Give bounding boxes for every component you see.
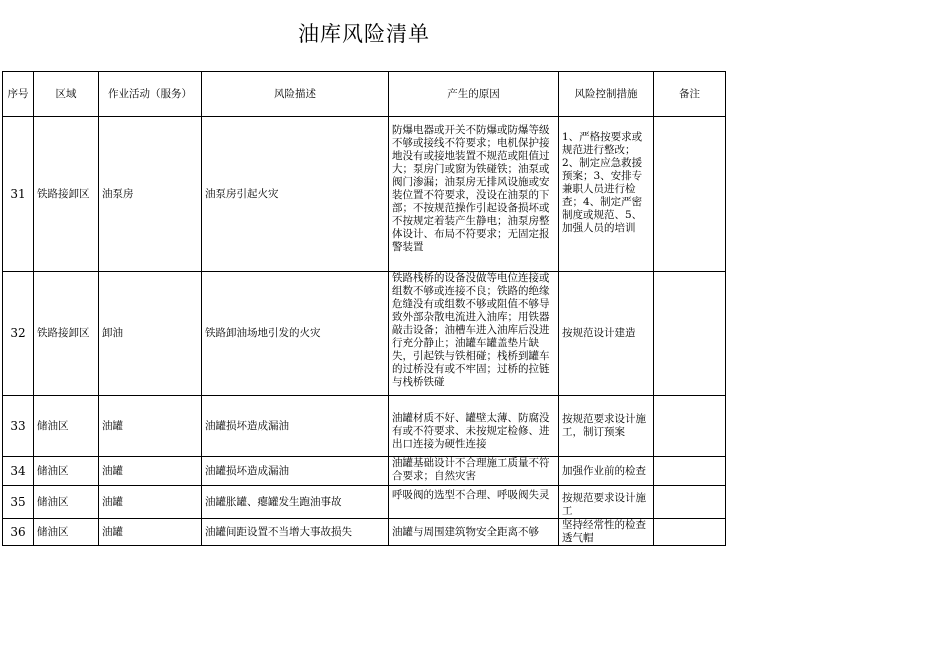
row-remark (654, 396, 726, 457)
row-risk: 铁路卸油场地引发的火灾 (202, 272, 389, 396)
table-row (3, 486, 726, 519)
row-control-cell (559, 519, 654, 546)
row-cause-cell (389, 486, 559, 519)
row-control-cell (559, 117, 654, 272)
row-risk: 油罐间距设置不当增大事故损失 (202, 519, 389, 546)
header-seq: 序号 (3, 72, 34, 117)
row-control: 加强作业前的检查 (559, 457, 654, 486)
row-activity: 油罐 (99, 519, 202, 546)
row-seq: 33 (3, 396, 34, 457)
header-remark: 备注 (654, 72, 726, 117)
risk-table (2, 71, 726, 546)
table-row (3, 272, 726, 396)
header-control: 风险控制措施 (559, 72, 654, 117)
row-cause-cell (389, 396, 559, 457)
row-control-cell (559, 486, 654, 519)
row-risk: 油罐胀罐、瘪罐发生跑油事故 (202, 486, 389, 519)
row-risk: 油罐损坏造成漏油 (202, 396, 389, 457)
row-control: 坚持经常性的检查透气帽 (562, 519, 646, 544)
row-cause: 油罐基础设计不合理施工质量不符合要求；自然灾害 (392, 457, 550, 482)
row-seq: 31 (3, 117, 34, 272)
row-area: 储油区 (34, 457, 99, 486)
row-area: 铁路接卸区 (34, 117, 99, 272)
row-cause: 油罐材质不好、罐壁太薄、防腐没有或不符要求、未按规定检修、进出口连接为硬性连接 (392, 411, 550, 450)
row-cause: 防爆电器或开关不防爆或防爆等级不够或接线不符要求；电机保护接地没有或接地装置不规范或阻值过大；泵房门或窗为铁碰铁；油泵或阀门渗漏；油泵房无排风设施或安装位置不符要求，没设在油泵的下部；不按规范操作引起设备损坏或不按规定着装产生静电；油泵房整体设计、布局不符要求；无固定报警装置 (392, 124, 550, 253)
row-area: 储油区 (34, 519, 99, 546)
row-cause: 呼吸阀的选型不合理、呼吸阀失灵 (392, 489, 550, 501)
table-row (3, 117, 726, 272)
row-cause-cell (389, 457, 559, 486)
row-cause-cell (389, 272, 559, 396)
row-activity: 油罐 (99, 486, 202, 519)
row-risk: 油泵房引起火灾 (202, 117, 389, 272)
row-control: 按规范要求设计施工，制订预案 (559, 396, 654, 457)
row-cause: 铁路栈桥的设备没做等电位连接或组数不够或连接不良；铁路的绝缘危缝没有或组数不够或阻值不够导致外部杂散电流进入油库；用铁器敲击设备；油槽车进入油库后没进行充分静止；油罐车罐盖垫片缺失，引起铁与铁相碰；栈桥到罐车的过桥没有或不牢固；过桥的拉链与栈桥铁碰 (392, 272, 550, 388)
table-row (3, 396, 726, 457)
header-risk: 风险描述 (202, 72, 389, 117)
table-header-row (3, 72, 726, 117)
row-remark (654, 117, 726, 272)
row-area: 储油区 (34, 486, 99, 519)
row-activity: 油泵房 (99, 117, 202, 272)
row-area: 储油区 (34, 396, 99, 457)
row-seq: 32 (3, 272, 34, 396)
row-cause-cell (389, 117, 559, 272)
table-row (3, 519, 726, 546)
row-activity: 油罐 (99, 457, 202, 486)
header-cause: 产生的原因 (389, 72, 559, 117)
row-cause: 油罐与周围建筑物安全距离不够 (389, 519, 559, 546)
row-remark (654, 272, 726, 396)
table-row (3, 457, 726, 486)
header-activity: 作业活动（服务） (99, 72, 202, 117)
row-activity: 油罐 (99, 396, 202, 457)
row-activity: 卸油 (99, 272, 202, 396)
row-area: 铁路接卸区 (34, 272, 99, 396)
row-control: 按规范设计建造 (559, 272, 654, 396)
row-control: 按规范要求设计施工 (562, 492, 646, 517)
row-remark (654, 457, 726, 486)
row-remark (654, 486, 726, 519)
row-seq: 34 (3, 457, 34, 486)
row-control: 1、严格按要求或规范进行整改；2、制定应急救援预案；3、安排专兼职人员进行检查；4、制定严密制度或规范、5、加强人员的培训 (562, 131, 643, 234)
row-seq: 35 (3, 486, 34, 519)
page-title: 油库风险清单 (298, 22, 430, 46)
row-remark (654, 519, 726, 546)
row-seq: 36 (3, 519, 34, 546)
header-area: 区域 (34, 72, 99, 117)
row-risk: 油罐损坏造成漏油 (202, 457, 389, 486)
